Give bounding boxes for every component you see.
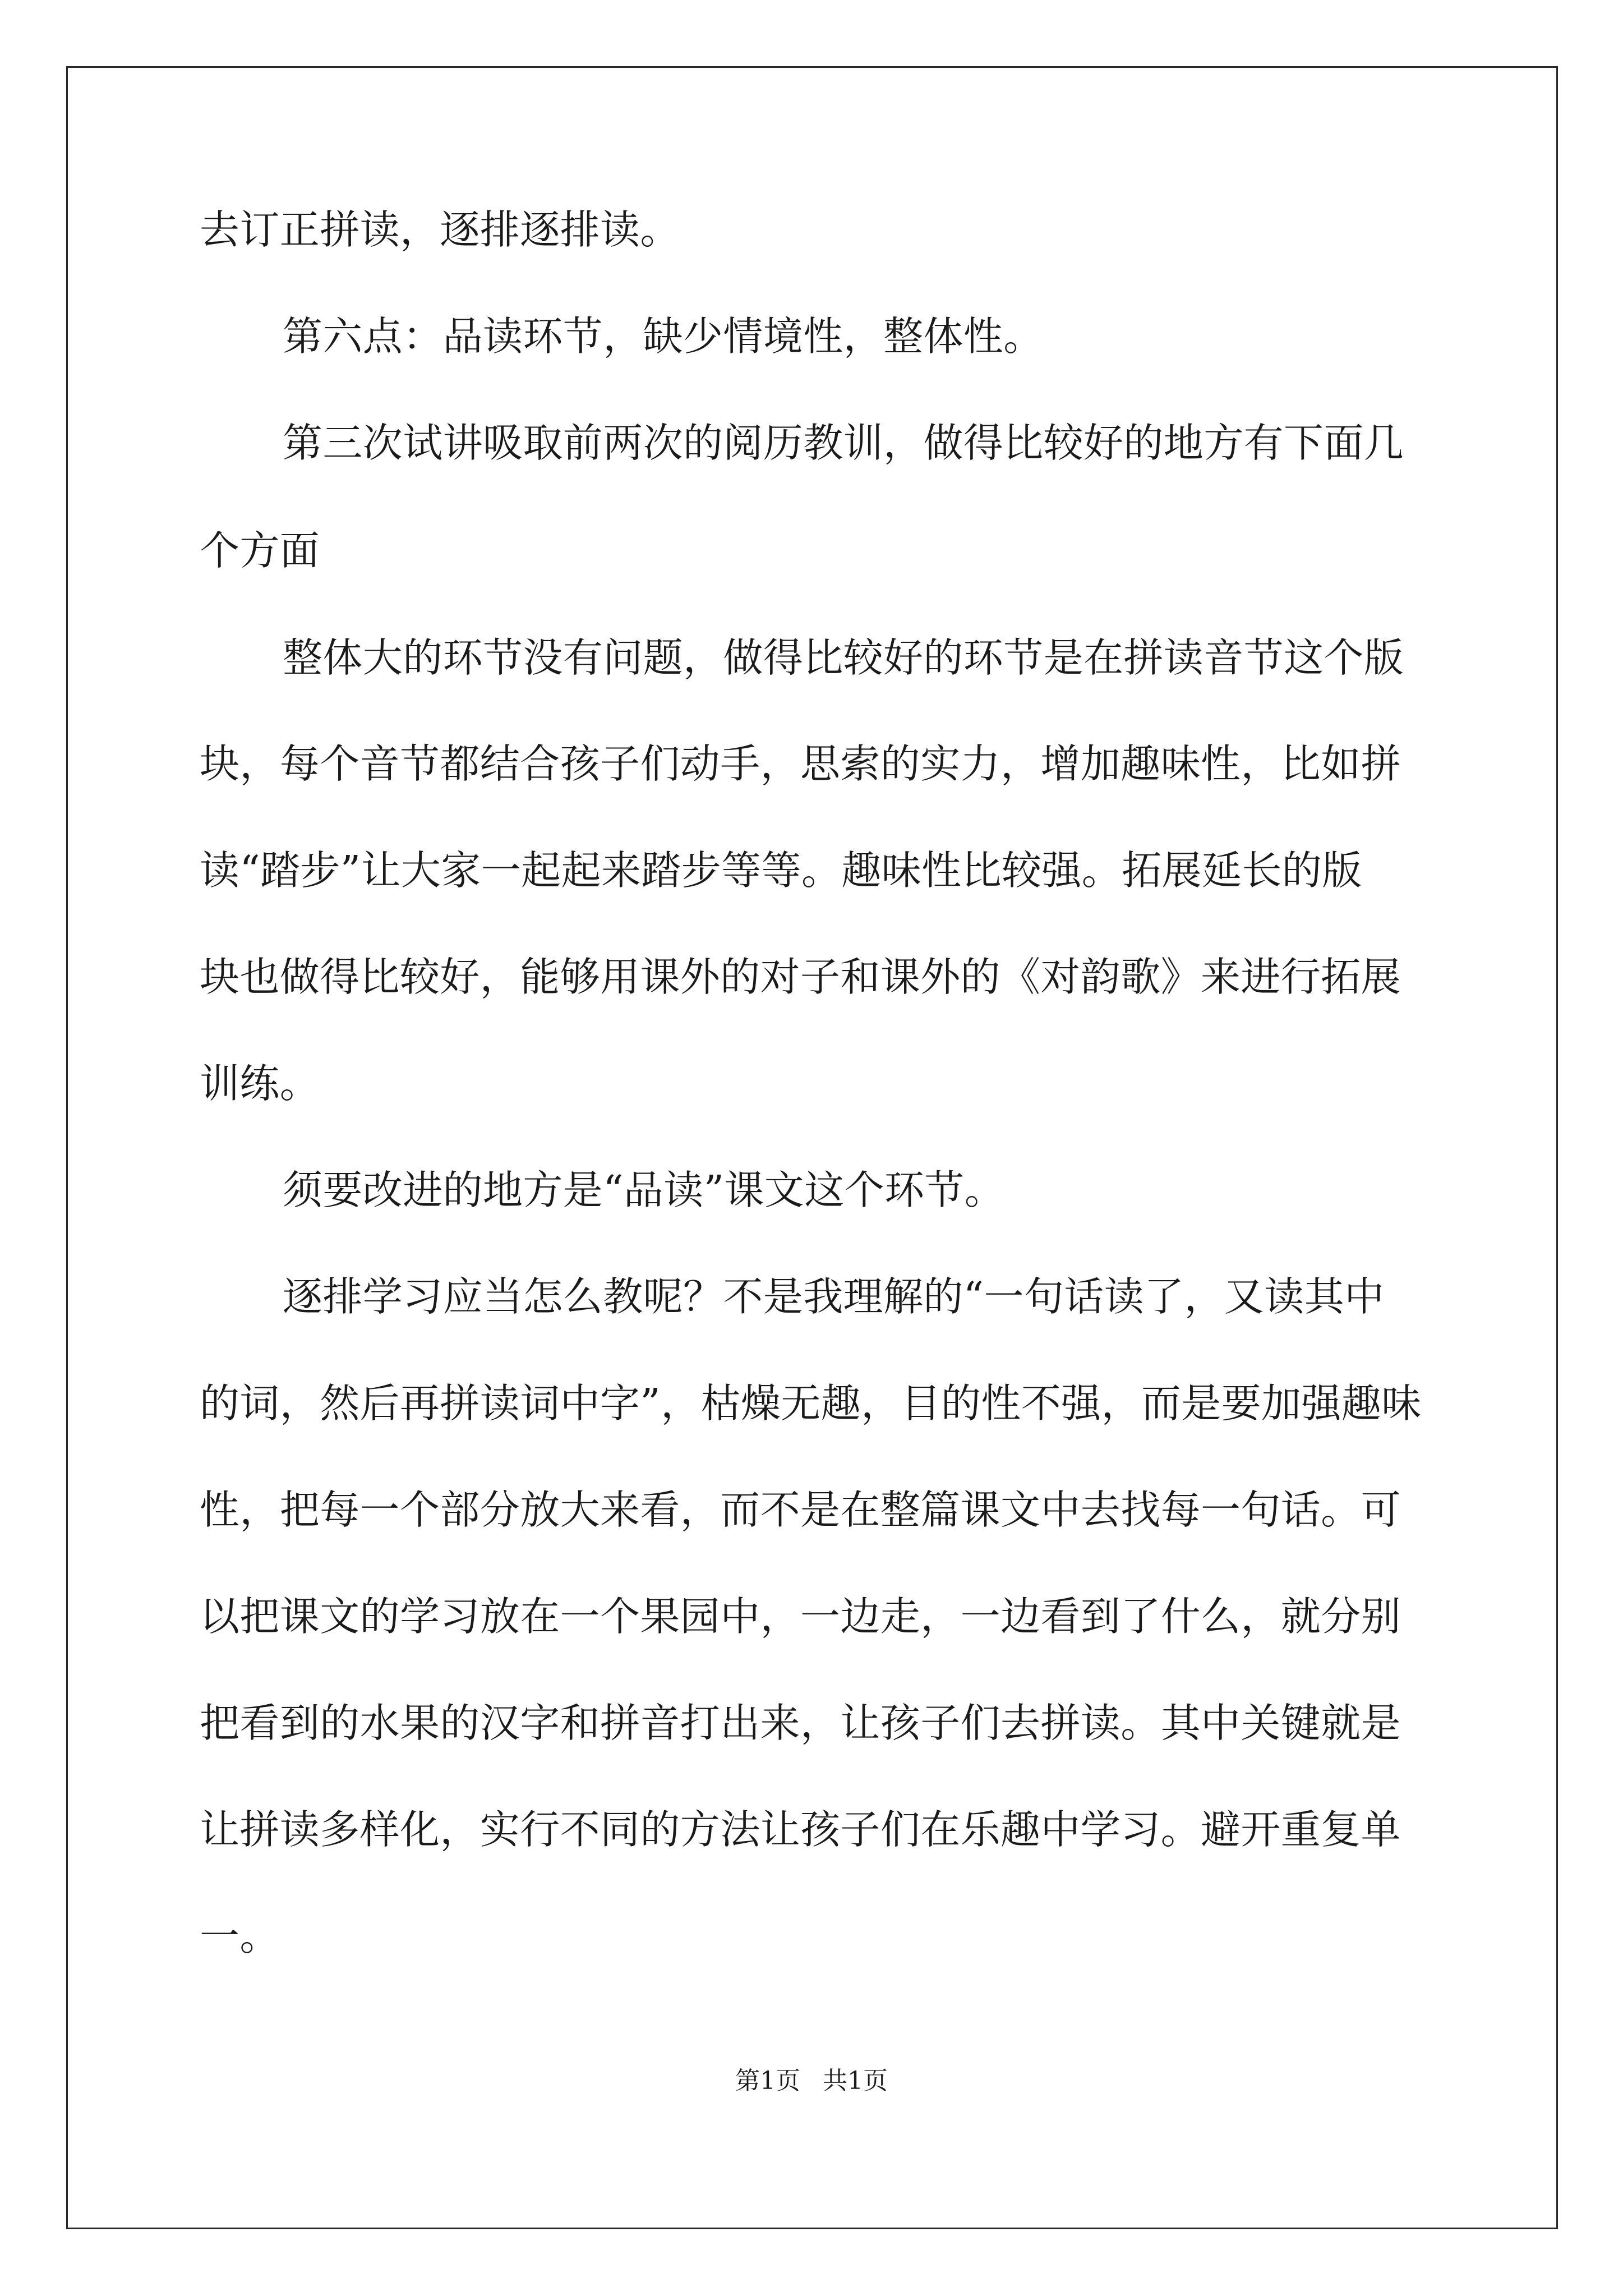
text-line: 第六点：品读环节，缺少情境性，整体性。 <box>283 313 1044 360</box>
page-number: 第1页 <box>735 2067 800 2095</box>
text-line: 块也做得比较好，能够用课外的对子和课外的《对韵歌》来进行拓展 <box>200 954 1401 1000</box>
text-line: 读“踏步”让大家一起起来踏步等等。趣味性比较强。拓展延长的版 <box>200 847 1362 894</box>
text-line: 训练。 <box>200 1060 320 1107</box>
text-line: 逐排学习应当怎么教呢？不是我理解的“一句话读了，又读其中 <box>283 1273 1385 1320</box>
text-line: 块，每个音节都结合孩子们动手，思索的实力，增加趣味性，比如拼 <box>200 740 1401 787</box>
text-line: 一。 <box>200 1913 280 1959</box>
text-line: 整体大的环节没有问题，做得比较好的环节是在拼读音节这个版 <box>283 634 1404 681</box>
text-line: 以把课文的学习放在一个果园中，一边走，一边看到了什么，就分别 <box>200 1593 1401 1640</box>
page-footer <box>0 2067 1623 2095</box>
page-total: 共1页 <box>823 2067 888 2095</box>
text-line: 的词，然后再拼读词中字”，枯燥无趣，目的性不强，而是要加强趣味 <box>200 1380 1422 1427</box>
text-line: 须要改进的地方是“品读”课文这个环节。 <box>283 1167 1005 1213</box>
text-line: 性，把每一个部分放大来看，而不是在整篇课文中去找每一句话。可 <box>200 1487 1401 1533</box>
text-line: 让拼读多样化，实行不同的方法让孩子们在乐趣中学习。避开重复单 <box>200 1806 1401 1853</box>
text-line: 个方面 <box>200 527 320 574</box>
text-line: 第三次试讲吸取前两次的阅历教训，做得比较好的地方有下面几 <box>283 420 1404 466</box>
text-line: 把看到的水果的汉字和拼音打出来，让孩子们去拼读。其中关键就是 <box>200 1700 1401 1746</box>
text-line: 去订正拼读，逐排逐排读。 <box>200 206 680 253</box>
page-border <box>66 66 1558 2229</box>
